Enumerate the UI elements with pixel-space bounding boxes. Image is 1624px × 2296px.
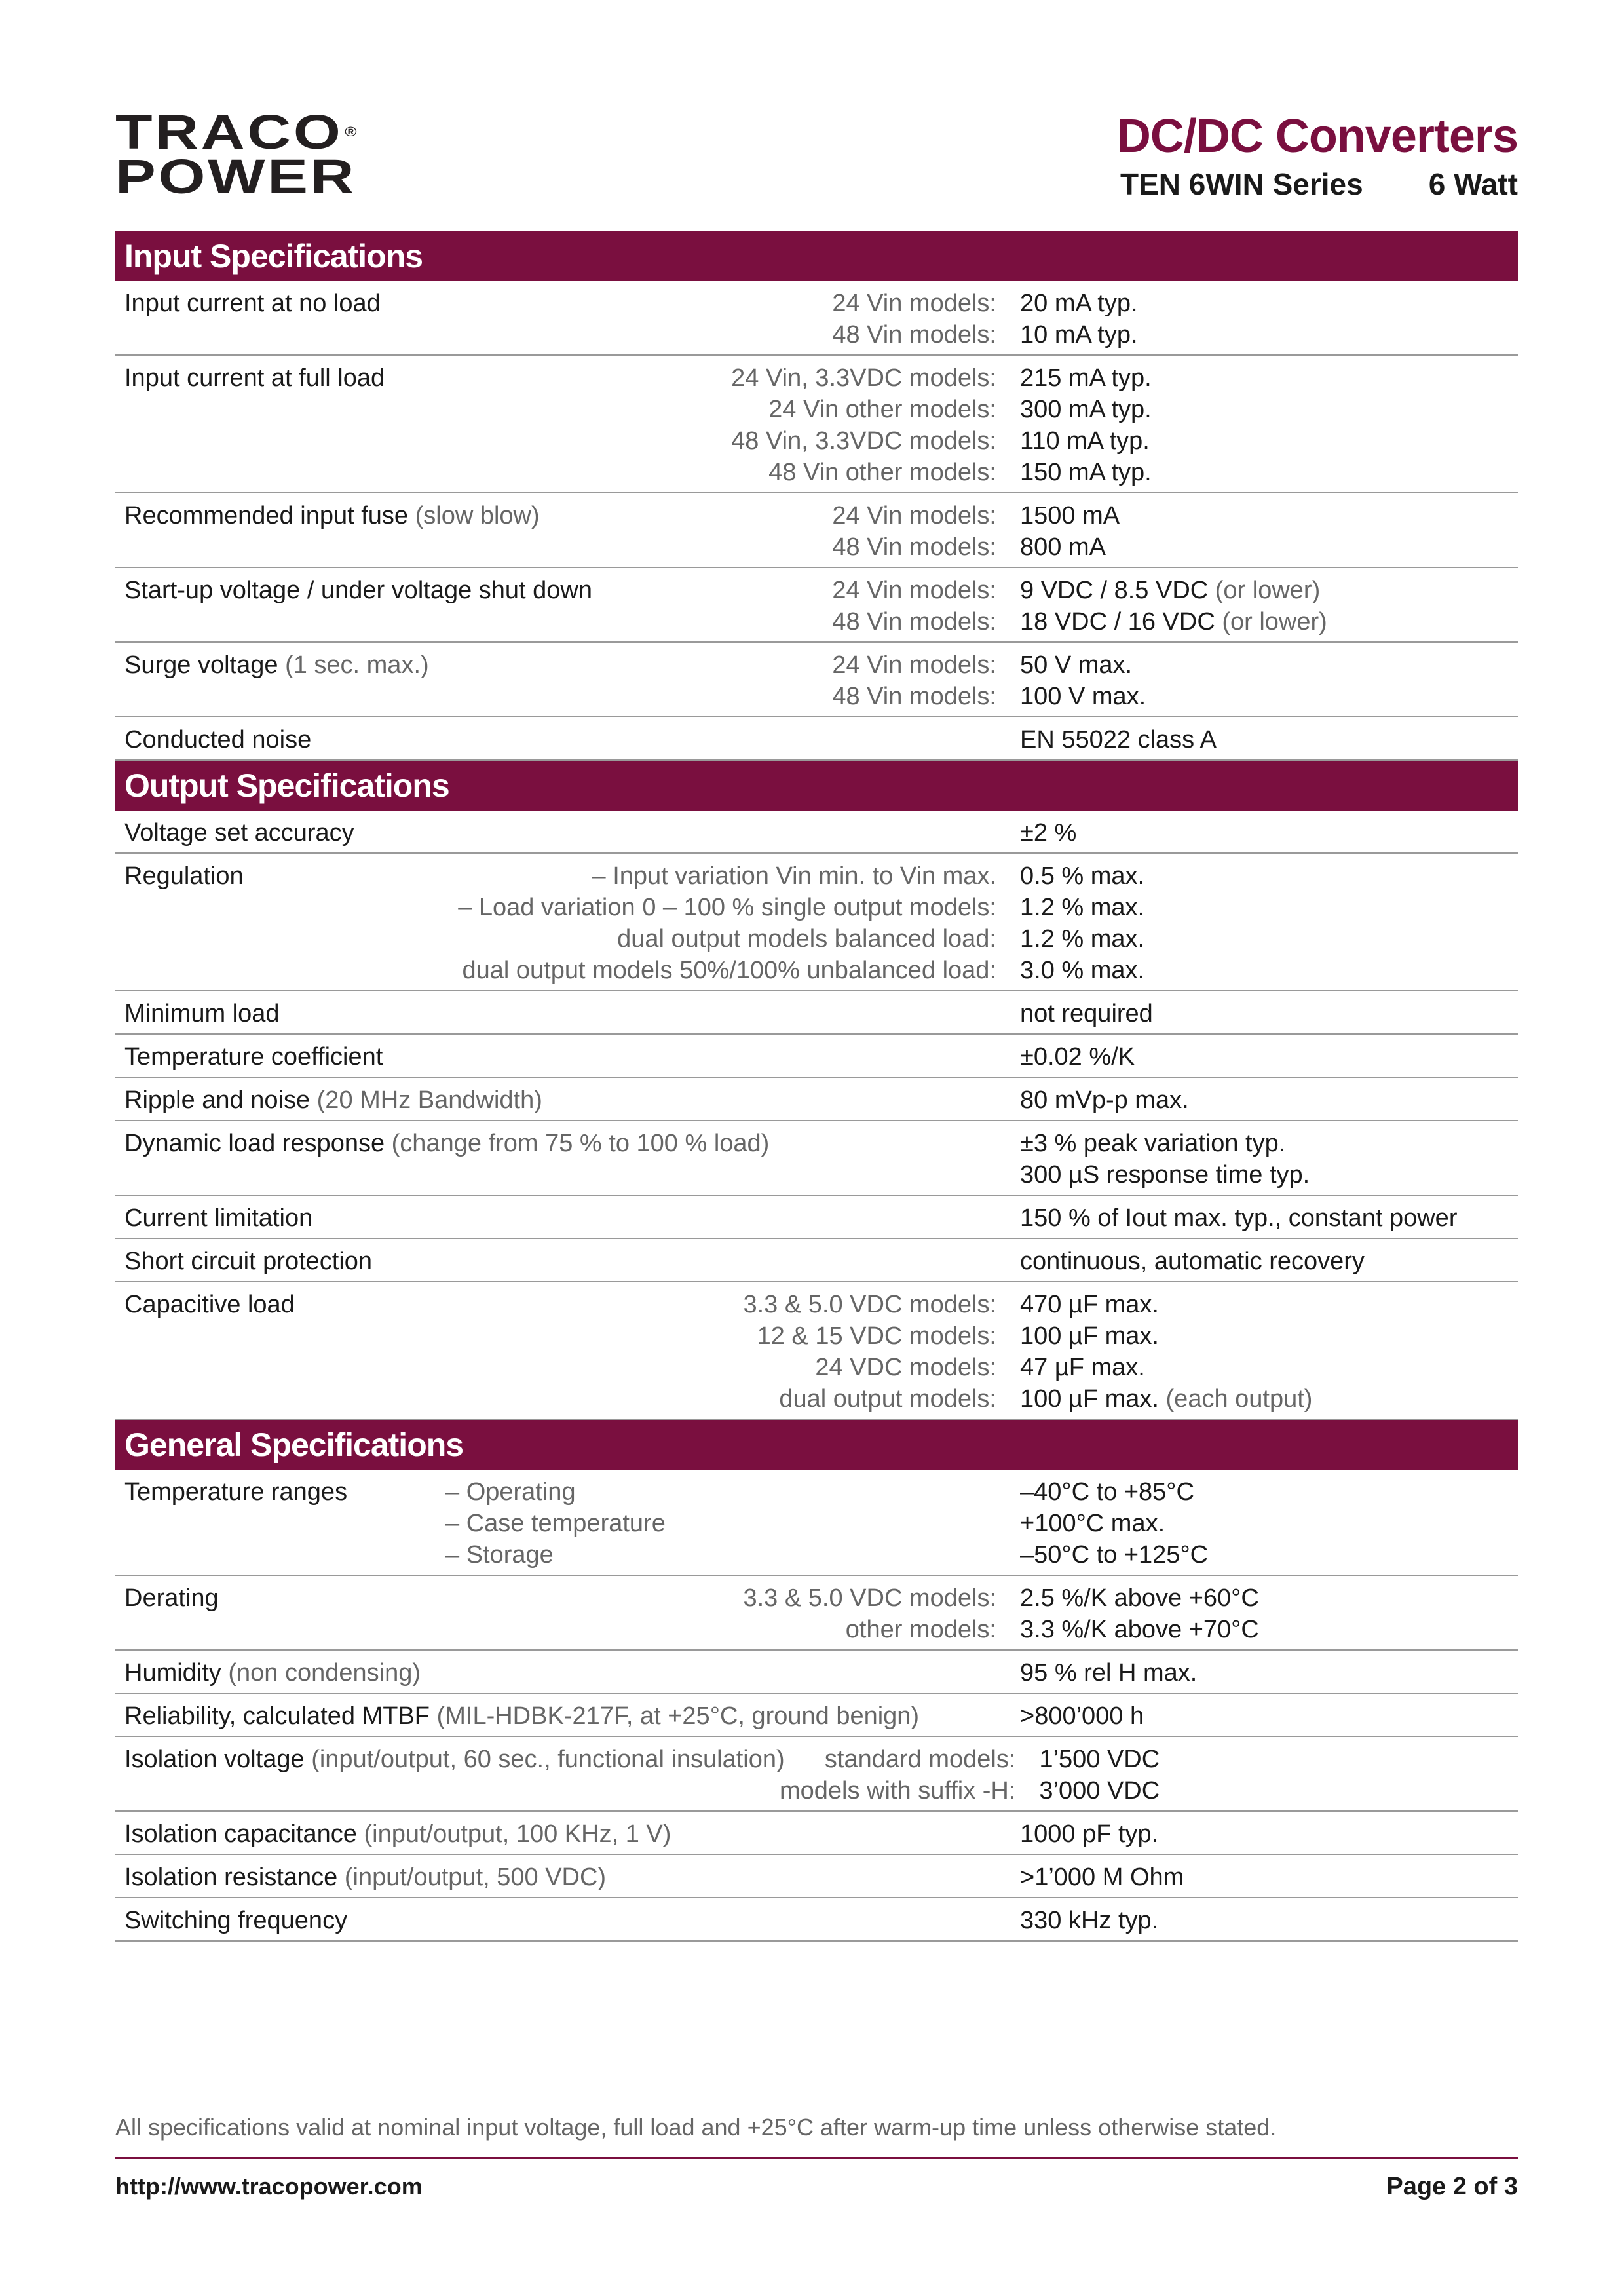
spec-value: 1.2 % max. xyxy=(1020,925,1145,953)
spec-row xyxy=(115,1196,1518,1239)
spec-value: 10 mA typ. xyxy=(1020,321,1138,349)
spec-label xyxy=(115,500,540,563)
spec-values xyxy=(1020,1862,1518,1893)
spec-label-note: (input/output, 60 sec., functional insulation) xyxy=(311,1746,785,1773)
spec-label-note: (MIL-HDBK-217F, at +25°C, ground benign) xyxy=(436,1702,920,1730)
spec-condition: dual output models: xyxy=(779,1385,996,1413)
spec-condition: 3.3 & 5.0 VDC models: xyxy=(743,1584,996,1612)
spec-condition: – Input variation Vin min. to Vin max. xyxy=(592,862,996,890)
section-header: General Specifications xyxy=(115,1420,1518,1470)
spec-condition: dual output models balanced load: xyxy=(617,925,996,953)
spec-conditions xyxy=(780,1862,1020,1893)
spec-value-line xyxy=(1020,1084,1518,1116)
spec-value: 3.3 %/K above +70°C xyxy=(1020,1616,1259,1643)
spec-label-note: (non condensing) xyxy=(228,1659,421,1687)
series-name: TEN 6WIN Series xyxy=(1120,167,1363,201)
spec-row xyxy=(115,493,1518,568)
spec-values xyxy=(1020,817,1518,849)
series-subtitle xyxy=(1117,166,1518,202)
spec-conditions xyxy=(445,575,1020,638)
spec-value: 2.5 %/K above +60°C xyxy=(1020,1584,1259,1612)
spec-values xyxy=(1020,500,1518,563)
spec-value-line xyxy=(1020,1582,1518,1614)
spec-value-note: (each output) xyxy=(1165,1385,1313,1413)
spec-condition: 48 Vin, 3.3VDC models: xyxy=(731,427,996,455)
spec-value-line xyxy=(1020,362,1518,394)
spec-sub-condition: – Case temperature xyxy=(445,1510,666,1537)
spec-conditions xyxy=(780,998,1020,1029)
spec-value-line xyxy=(1020,425,1518,457)
spec-value-note: (or lower) xyxy=(1222,608,1327,636)
spec-label xyxy=(115,1862,780,1893)
spec-conditions xyxy=(780,1084,1020,1116)
spec-label xyxy=(115,1476,445,1571)
spec-tables xyxy=(115,231,1518,1942)
spec-value-line xyxy=(1020,860,1518,892)
spec-value: 100 µF max. xyxy=(1020,1322,1159,1350)
logo-line-1: TRACO ® xyxy=(115,105,357,159)
spec-label-text: Humidity xyxy=(124,1659,221,1687)
spec-condition: 24 Vin models: xyxy=(832,502,996,529)
spec-section xyxy=(115,761,1518,1420)
spec-value-line xyxy=(1020,892,1518,923)
spec-condition: 48 Vin other models: xyxy=(768,459,996,486)
spec-sub-conditions xyxy=(445,1476,666,1571)
spec-label-text: Switching frequency xyxy=(124,1907,348,1934)
spec-value: 1500 mA xyxy=(1020,502,1120,529)
spec-value-line xyxy=(1020,681,1518,712)
spec-condition: 12 & 15 VDC models: xyxy=(757,1322,996,1350)
spec-value-line xyxy=(1020,531,1518,563)
spec-values xyxy=(1020,1246,1518,1277)
spec-row xyxy=(115,1576,1518,1651)
spec-value: 150 mA typ. xyxy=(1020,459,1152,486)
spec-row xyxy=(115,1812,1518,1855)
spec-label xyxy=(115,362,445,488)
spec-value-line xyxy=(1020,457,1518,488)
spec-condition: other models: xyxy=(845,1616,996,1643)
spec-values xyxy=(1039,1744,1537,1807)
section-header: Input Specifications xyxy=(115,231,1518,281)
spec-label xyxy=(115,724,780,756)
spec-label xyxy=(115,1202,780,1234)
spec-label xyxy=(115,649,445,712)
spec-value: 50 V max. xyxy=(1020,651,1133,679)
spec-value-line xyxy=(1020,1041,1518,1073)
spec-row xyxy=(115,1898,1518,1942)
spec-label-text: Input current at full load xyxy=(124,364,385,392)
spec-label xyxy=(115,1041,780,1073)
spec-value-line xyxy=(1020,500,1518,531)
spec-value-note: (or lower) xyxy=(1215,577,1321,604)
spec-row xyxy=(115,1737,1518,1812)
spec-row xyxy=(115,1121,1518,1196)
page-title: DC/DC Converters xyxy=(1116,110,1518,163)
spec-value: 47 µF max. xyxy=(1020,1354,1145,1381)
spec-value-line xyxy=(1020,1818,1518,1850)
spec-label-text: Recommended input fuse xyxy=(124,502,409,529)
spec-condition: 24 Vin models: xyxy=(832,651,996,679)
spec-values xyxy=(1020,1905,1518,1936)
spec-value: 1’500 VDC xyxy=(1039,1746,1160,1773)
spec-value-line xyxy=(1020,606,1518,638)
spec-values xyxy=(1020,1128,1518,1191)
spec-value-line xyxy=(1020,319,1518,351)
spec-values xyxy=(1020,1084,1518,1116)
spec-value: 100 V max. xyxy=(1020,683,1146,710)
spec-value-line xyxy=(1020,575,1518,606)
spec-value: not required xyxy=(1020,1000,1153,1027)
spec-label xyxy=(115,1289,445,1415)
spec-value: 470 µF max. xyxy=(1020,1291,1159,1318)
spec-label-text: Current limitation xyxy=(124,1204,313,1232)
spec-values xyxy=(1020,1289,1518,1415)
spec-value-line xyxy=(1020,1352,1518,1383)
spec-row xyxy=(115,1470,1518,1576)
power-rating: 6 Watt xyxy=(1428,167,1518,201)
spec-condition: 24 Vin other models: xyxy=(768,396,996,423)
spec-value: 20 mA typ. xyxy=(1020,290,1138,317)
spec-conditions xyxy=(445,1289,1020,1415)
spec-values xyxy=(1020,362,1518,488)
spec-label-text: Capacitive load xyxy=(124,1291,295,1318)
spec-conditions xyxy=(780,1041,1020,1073)
spec-value: >800’000 h xyxy=(1020,1702,1144,1730)
spec-value: 1000 pF typ. xyxy=(1020,1820,1159,1848)
spec-row xyxy=(115,1694,1518,1737)
spec-values xyxy=(1020,649,1518,712)
spec-values xyxy=(1020,724,1518,756)
spec-value-line xyxy=(1020,288,1518,319)
spec-values xyxy=(1020,860,1518,986)
spec-values xyxy=(1020,575,1518,638)
section-header: Output Specifications xyxy=(115,761,1518,811)
spec-row xyxy=(115,1035,1518,1078)
spec-value: 800 mA xyxy=(1020,533,1106,561)
spec-value-line xyxy=(1020,649,1518,681)
footer-divider xyxy=(115,2157,1518,2159)
spec-value-line xyxy=(1020,1128,1518,1159)
spec-value: 150 % of Iout max. typ., constant power xyxy=(1020,1204,1458,1232)
spec-label xyxy=(115,1084,780,1116)
page-number: Page 2 of 3 xyxy=(1386,2173,1518,2200)
spec-row xyxy=(115,281,1518,356)
spec-value: 3.0 % max. xyxy=(1020,957,1145,984)
spec-conditions xyxy=(780,1744,1039,1807)
spec-label-text: Short circuit protection xyxy=(124,1248,373,1275)
spec-value-line xyxy=(1020,1862,1518,1893)
spec-row xyxy=(115,568,1518,643)
spec-row xyxy=(115,1282,1518,1420)
spec-label-text: Regulation xyxy=(124,862,244,890)
spec-label xyxy=(115,1905,780,1936)
spec-sub-condition: – Operating xyxy=(445,1478,576,1506)
spec-condition: models with suffix -H: xyxy=(780,1777,1016,1805)
spec-value: 9 VDC / 8.5 VDC xyxy=(1020,577,1209,604)
spec-conditions xyxy=(445,860,1020,986)
spec-section xyxy=(115,1420,1518,1942)
spec-label-text: Minimum load xyxy=(124,1000,280,1027)
spec-label xyxy=(115,1128,780,1191)
spec-conditions xyxy=(780,817,1020,849)
spec-label-note: (20 MHz Bandwidth) xyxy=(316,1086,542,1114)
spec-value: 300 mA typ. xyxy=(1020,396,1152,423)
spec-values xyxy=(1020,1476,1518,1571)
spec-value-line xyxy=(1020,955,1518,986)
spec-conditions xyxy=(780,1818,1020,1850)
spec-values xyxy=(1020,998,1518,1029)
spec-label-text: Start-up voltage / under voltage shut down xyxy=(124,577,593,604)
spec-conditions xyxy=(445,1582,1020,1645)
spec-conditions xyxy=(780,1700,1020,1732)
spec-label xyxy=(115,860,445,986)
spec-value: –50°C to +125°C xyxy=(1020,1541,1209,1569)
spec-label-text: Isolation capacitance xyxy=(124,1820,357,1848)
spec-values xyxy=(1020,1202,1518,1234)
spec-section xyxy=(115,231,1518,761)
spec-conditions xyxy=(445,288,1020,351)
spec-value-line xyxy=(1020,1539,1518,1571)
spec-values xyxy=(1020,288,1518,351)
spec-value: 330 kHz typ. xyxy=(1020,1907,1159,1934)
spec-value: EN 55022 class A xyxy=(1020,726,1217,754)
spec-label-text: Conducted noise xyxy=(124,726,312,754)
spec-conditions xyxy=(780,1128,1020,1191)
spec-label-text: Input current at no load xyxy=(124,290,381,317)
spec-condition: dual output models 50%/100% unbalanced load: xyxy=(462,957,996,984)
spec-value-line xyxy=(1020,1476,1518,1508)
spec-label-text: Derating xyxy=(124,1584,219,1612)
spec-conditions xyxy=(576,1476,1020,1571)
spec-value-line xyxy=(1020,1657,1518,1689)
spec-value: 3’000 VDC xyxy=(1039,1777,1160,1805)
spec-value-line xyxy=(1039,1775,1537,1807)
footer-url[interactable]: http://www.tracopower.com xyxy=(115,2173,423,2200)
spec-conditions xyxy=(445,362,1020,488)
spec-value: ±0.02 %/K xyxy=(1020,1043,1135,1071)
spec-label xyxy=(115,575,593,638)
spec-values xyxy=(1020,1582,1518,1645)
spec-conditions xyxy=(780,1202,1020,1234)
spec-condition: 24 Vin models: xyxy=(832,577,996,604)
spec-row xyxy=(115,811,1518,854)
spec-value: 100 µF max. xyxy=(1020,1385,1159,1413)
spec-label xyxy=(115,817,780,849)
spec-label-note: (input/output, 100 KHz, 1 V) xyxy=(364,1820,671,1848)
spec-row xyxy=(115,854,1518,991)
spec-value-line xyxy=(1039,1744,1537,1775)
spec-value-line xyxy=(1020,1700,1518,1732)
spec-conditions xyxy=(780,1905,1020,1936)
spec-value-line xyxy=(1020,724,1518,756)
spec-conditions xyxy=(780,1657,1020,1689)
spec-condition: 48 Vin models: xyxy=(832,533,996,561)
logo-line-2: POWER xyxy=(115,149,357,204)
spec-value: 18 VDC / 16 VDC xyxy=(1020,608,1215,636)
footnote: All specifications valid at nominal input voltage, full load and +25°C after warm-up time unless otherwise stated. xyxy=(115,2114,1277,2141)
spec-condition: – Load variation 0 – 100 % single output models: xyxy=(458,894,996,921)
spec-label-text: Isolation voltage xyxy=(124,1746,305,1773)
spec-condition: 48 Vin models: xyxy=(832,321,996,349)
spec-row xyxy=(115,1651,1518,1694)
spec-value-line xyxy=(1020,1202,1518,1234)
spec-value: 300 µS response time typ. xyxy=(1020,1161,1310,1189)
spec-label xyxy=(115,1700,920,1732)
spec-condition: 48 Vin models: xyxy=(832,608,996,636)
spec-conditions xyxy=(445,649,1020,712)
spec-value: 80 mVp-p max. xyxy=(1020,1086,1189,1114)
spec-value: ±3 % peak variation typ. xyxy=(1020,1130,1286,1157)
spec-row xyxy=(115,991,1518,1035)
spec-label xyxy=(115,1657,780,1689)
spec-label-text: Temperature coefficient xyxy=(124,1043,383,1071)
spec-value: –40°C to +85°C xyxy=(1020,1478,1194,1506)
spec-value-line xyxy=(1020,923,1518,955)
spec-value-line xyxy=(1020,1508,1518,1539)
spec-value-line xyxy=(1020,998,1518,1029)
spec-label xyxy=(115,998,780,1029)
spec-value-line xyxy=(1020,1159,1518,1191)
spec-value-line xyxy=(1020,1905,1518,1936)
spec-values xyxy=(1020,1700,1518,1732)
spec-values xyxy=(1020,1041,1518,1073)
spec-value-line xyxy=(1020,1383,1518,1415)
spec-condition: standard models: xyxy=(824,1746,1016,1773)
spec-label-text: Temperature ranges xyxy=(124,1478,348,1506)
spec-values xyxy=(1020,1657,1518,1689)
spec-label-text: Ripple and noise xyxy=(124,1086,311,1114)
spec-condition: 3.3 & 5.0 VDC models: xyxy=(743,1291,996,1318)
spec-value-line xyxy=(1020,1614,1518,1645)
spec-label-text: Voltage set accuracy xyxy=(124,819,354,847)
spec-value-line xyxy=(1020,1246,1518,1277)
spec-condition: 24 Vin, 3.3VDC models: xyxy=(731,364,996,392)
spec-sub-condition: – Storage xyxy=(445,1541,554,1569)
spec-conditions xyxy=(445,500,1020,563)
spec-label xyxy=(115,1582,445,1645)
spec-label-text: Dynamic load response xyxy=(124,1130,385,1157)
company-logo xyxy=(115,105,357,204)
spec-condition: 48 Vin models: xyxy=(832,683,996,710)
spec-condition: 24 VDC models: xyxy=(815,1354,996,1381)
spec-row xyxy=(115,1855,1518,1898)
spec-label-note: (change from 75 % to 100 % load) xyxy=(391,1130,770,1157)
spec-value: ±2 % xyxy=(1020,819,1077,847)
spec-label-text: Reliability, calculated MTBF xyxy=(124,1702,430,1730)
spec-label xyxy=(115,1818,780,1850)
spec-value-line xyxy=(1020,1289,1518,1320)
spec-label-note: (1 sec. max.) xyxy=(285,651,429,679)
spec-value: 110 mA typ. xyxy=(1020,427,1150,455)
spec-value-line xyxy=(1020,394,1518,425)
spec-row xyxy=(115,1239,1518,1282)
spec-conditions xyxy=(780,1246,1020,1277)
spec-value: continuous, automatic recovery xyxy=(1020,1248,1365,1275)
spec-label-note: (input/output, 500 VDC) xyxy=(344,1864,607,1891)
spec-condition: 24 Vin models: xyxy=(832,290,996,317)
spec-label-text: Surge voltage xyxy=(124,651,278,679)
spec-conditions xyxy=(780,724,1020,756)
spec-value: 0.5 % max. xyxy=(1020,862,1145,890)
spec-value: >1’000 M Ohm xyxy=(1020,1864,1184,1891)
spec-value: 1.2 % max. xyxy=(1020,894,1145,921)
spec-value: 95 % rel H max. xyxy=(1020,1659,1198,1687)
spec-label-text: Isolation resistance xyxy=(124,1864,338,1891)
document-header xyxy=(1117,110,1518,202)
spec-row xyxy=(115,1078,1518,1121)
spec-value: +100°C max. xyxy=(1020,1510,1165,1537)
spec-label-note: (slow blow) xyxy=(415,502,540,529)
spec-value: 215 mA typ. xyxy=(1020,364,1152,392)
spec-label xyxy=(115,288,445,351)
spec-row xyxy=(115,718,1518,761)
spec-row xyxy=(115,356,1518,493)
spec-label xyxy=(115,1744,785,1807)
spec-values xyxy=(1020,1818,1518,1850)
spec-label xyxy=(115,1246,780,1277)
spec-value-line xyxy=(1020,817,1518,849)
spec-value-line xyxy=(1020,1320,1518,1352)
spec-row xyxy=(115,643,1518,718)
